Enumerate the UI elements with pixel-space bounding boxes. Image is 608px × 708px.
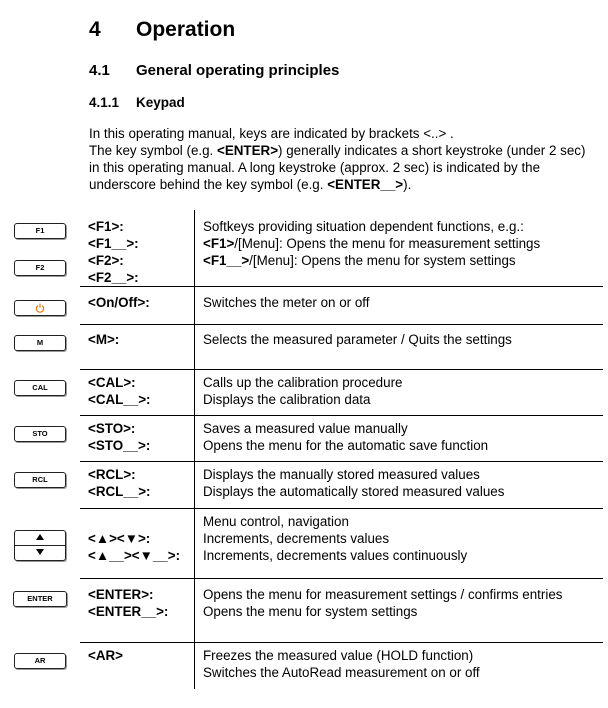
key-cell [0,643,80,689]
key-description: Softkeys providing situation dependent functions, e.g.: [203,219,524,234]
key-description: Displays the calibration data [203,392,371,407]
code-cell [80,579,195,643]
m-key: M [14,335,66,351]
subsection-heading [89,95,185,110]
key-code: <F2>: [88,253,124,268]
ar-key: AR [14,653,66,669]
key-description: Saves a measured value manually [203,421,408,436]
down-arrow-key [14,545,66,561]
key-description: Switches the meter on or off [203,295,370,310]
intro-key-example: <ENTER> [217,143,279,158]
key-code: <F1>: [88,219,124,234]
key-cell [0,325,80,370]
key-description: Switches the AutoRead measurement on or off [203,665,480,680]
table-row [0,462,603,509]
key-cell [0,210,80,287]
code-cell [80,210,195,287]
key-code: <On/Off>: [88,295,150,310]
key-description: Menu control, navigation [203,514,349,529]
key-description [203,252,603,269]
key-cell [0,509,80,579]
key-description: Opens the menu for measurement settings / confirms entries [203,587,563,602]
key-code: <AR> [88,648,123,663]
code-cell [80,370,195,416]
key-description: Selects the measured parameter / Quits the settings [203,332,512,347]
power-key [14,300,66,316]
chapter-title: Operation [136,18,236,41]
key-cell [0,462,80,509]
table-row [0,579,603,643]
code-cell [80,462,195,509]
chapter-heading [89,18,235,42]
key-code: <▲__><▼__>: [88,548,181,563]
intro-text-part: ). [403,177,412,192]
key-code: <CAL>: [88,375,136,390]
up-arrow-key [14,530,66,545]
code-cell [80,287,195,325]
key-cell [0,287,80,325]
subsection-title: Keypad [136,95,185,110]
key-description [203,235,603,252]
section-title: General operating principles [136,62,340,79]
description-cell [195,370,604,416]
description-cell [195,509,604,579]
key-code: <CAL__>: [88,392,151,407]
sto-key: STO [14,426,66,442]
enter-key: ENTER [13,591,67,607]
key-cell [0,416,80,462]
description-cell [195,287,604,325]
key-code: <F2__>: [88,270,139,285]
f1-key: F1 [14,223,66,239]
key-description: Displays the automatically stored measured values [203,484,505,499]
intro-text-part: The key symbol (e.g. [89,143,218,158]
table-row [0,325,603,370]
table-row [0,416,603,462]
intro-key-example-long: <ENTER__> [327,177,404,192]
key-description: Displays the manually stored measured values [203,467,480,482]
key-code-inline: <F1> [203,236,235,251]
key-cell [0,370,80,416]
table-row [0,643,603,689]
key-description-text: /[Menu]: Opens the menu for system settings [249,253,516,268]
subsection-number: 4.1.1 [89,95,120,110]
key-code: <STO>: [88,421,136,436]
intro-text-part: ) generally indicates a short keystroke (under 2 sec) in this operating manual. A long keystroke (approx. 2 sec) is indicated by the underscore behind the key symbol (e.g. [89,143,586,192]
cal-key: CAL [14,380,66,396]
table-row [0,210,603,287]
key-description: Increments, decrements values [203,531,390,546]
key-description-text: /[Menu]: Opens the menu for measurement settings [234,236,541,251]
intro-paragraph-1: In this operating manual, keys are indicated by brackets <..> . [89,126,454,141]
section-heading [89,62,339,79]
key-code: <RCL__>: [88,484,151,499]
key-description: Increments, decrements values continuously [203,548,468,563]
table-row [0,287,603,325]
code-cell [80,416,195,462]
key-code: <ENTER__>: [88,604,169,619]
power-icon [35,303,45,313]
chapter-number: 4 [89,18,101,41]
description-cell [195,210,604,287]
key-code: <ENTER>: [88,587,154,602]
key-code: <▲><▼>: [88,531,151,546]
key-cell [0,579,80,643]
key-description: Opens the menu for system settings [203,604,418,619]
rcl-key: RCL [14,472,66,488]
description-cell [195,462,604,509]
key-description: Freezes the measured value (HOLD function) [203,648,474,663]
description-cell [195,416,604,462]
keypad-table [0,210,603,689]
up-arrow-icon [35,533,45,541]
code-cell [80,509,195,579]
description-cell [195,325,604,370]
description-cell [195,643,604,689]
key-code: <STO__>: [88,438,151,453]
key-code-inline: <F1__> [203,253,250,268]
code-cell [80,643,195,689]
down-arrow-icon [35,548,45,556]
table-row [0,370,603,416]
table-row [0,509,603,579]
key-code: <RCL>: [88,467,136,482]
key-description: Calls up the calibration procedure [203,375,403,390]
key-code: <M>: [88,332,120,347]
intro-text [89,125,599,193]
f2-key: F2 [14,260,66,276]
description-cell [195,579,604,643]
intro-paragraph-2 [89,142,599,193]
key-code: <F1__>: [88,236,139,251]
section-number: 4.1 [89,62,110,79]
code-cell [80,325,195,370]
key-description: Opens the menu for the automatic save function [203,438,489,453]
